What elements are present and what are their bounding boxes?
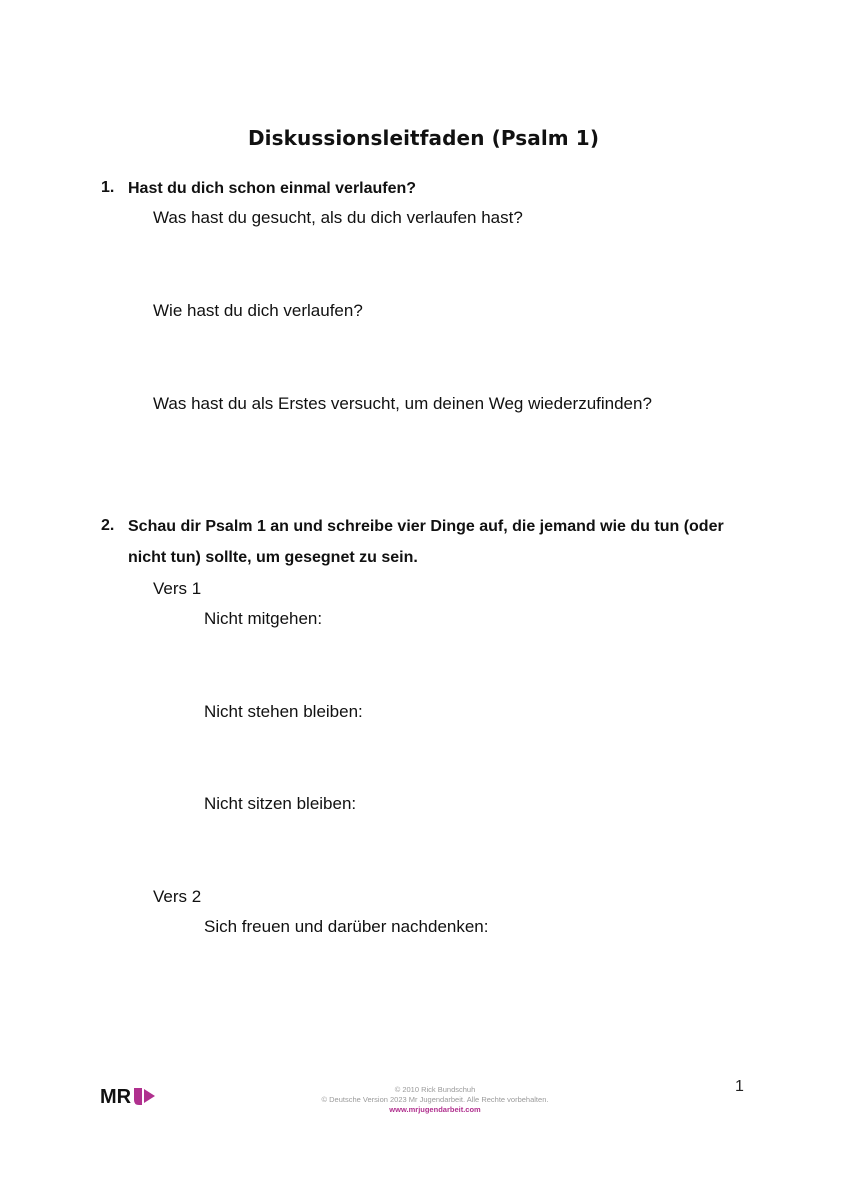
footer-website-link[interactable]: www.mrjugendarbeit.com	[389, 1105, 481, 1114]
question-1-prompt-3: Was hast du als Erstes versucht, um deinen Weg wiederzufinden?	[153, 394, 652, 413]
question-1-prompt-2: Wie hast du dich verlaufen?	[153, 301, 363, 320]
verse-2-prompt-1: Sich freuen und darüber nachdenken:	[204, 917, 489, 936]
logo-mark-bar	[134, 1088, 142, 1105]
page-title: Diskussionsleitfaden (Psalm 1)	[247, 126, 600, 150]
question-1-text: Hast du dich schon einmal verlaufen?	[128, 180, 417, 197]
question-2-text-line-1: Schau dir Psalm 1 an und schreibe vier Dinge auf, die jemand wie du tun (oder	[128, 518, 724, 535]
question-1-prompt-1: Was hast du gesucht, als du dich verlaufen hast?	[153, 208, 523, 227]
verse-2-label: Vers 2	[153, 887, 202, 906]
brand-logo	[100, 1083, 160, 1107]
logo-letters: MR	[100, 1086, 132, 1107]
footer-copyright: © 2010 Rick Bundschuh	[394, 1085, 476, 1094]
question-2-number: 2.	[101, 517, 115, 534]
verse-1-prompt-2: Nicht stehen bleiben:	[204, 702, 363, 721]
verse-1-prompt-3: Nicht sitzen bleiben:	[204, 794, 357, 813]
question-2-text-line-2: nicht tun) sollte, um gesegnet zu sein.	[128, 549, 418, 566]
footer-german-version: © Deutsche Version 2023 Mr Jugendarbeit. Alle Rechte vorbehalten.	[321, 1095, 549, 1104]
verse-1-label: Vers 1	[153, 579, 202, 598]
logo-play-icon	[144, 1089, 155, 1103]
question-1-number: 1.	[101, 179, 115, 196]
verse-1-prompt-1: Nicht mitgehen:	[204, 609, 323, 628]
page-number: 1	[735, 1078, 744, 1095]
footer-credits	[235, 1085, 635, 1115]
